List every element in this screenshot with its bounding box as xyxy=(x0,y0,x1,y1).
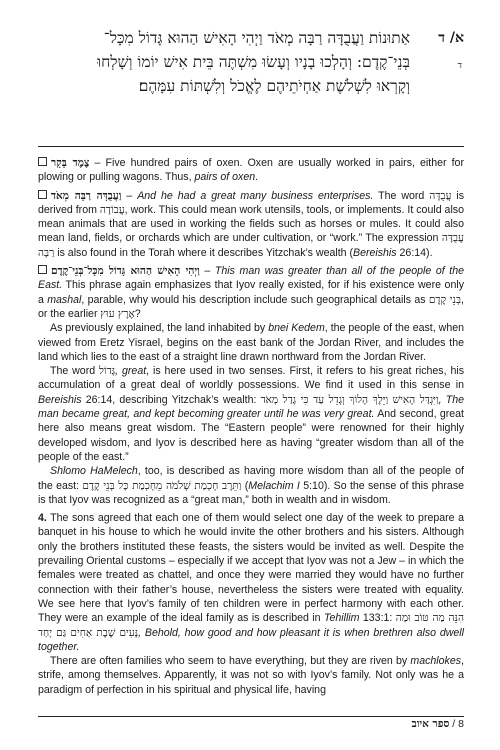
checkbox-icon xyxy=(38,190,47,199)
hebrew-word: גָּדוֹל xyxy=(99,365,116,378)
numbered-paragraph xyxy=(38,511,464,654)
hebrew-word: עֲבֻדָּה רַבָּה xyxy=(38,232,464,259)
hebrew-quote: וַתֵּרֶב חָכְמַת שְׁלֹמֹה מֵחָכְמַת כָּל בְּנֵי קֶדֶם xyxy=(82,479,242,492)
entry-text: , is here used in two senses. First, it refers to his great riches, his accumulation of a great deal of worldly possessions. We find it used in this sense in xyxy=(38,365,464,392)
entry-text: And second, great here also means great wisdom. The “Eastern people” were renowned for their highly developed wisdom, and Iyov is described here as having “greater wisdom than all of the people of the east.” xyxy=(38,408,464,463)
entry-text: 26:14, describing Yitzchak’s wealth: xyxy=(81,393,261,406)
entry-text: is derived from xyxy=(38,189,465,216)
verse-line: אַתוּנוֹת וַעֲבֻדָּה רַבָּה מְאֹד וַיְהִי הָאִישׁ הַהוּא גָּדוֹל מִכָּל־ xyxy=(103,29,410,47)
entry-text: The word xyxy=(373,189,430,202)
entry-italic: machlokes xyxy=(410,655,462,668)
paragraph xyxy=(38,464,464,507)
paragraph-number: 4. xyxy=(38,512,47,525)
entry-text: – Five hundred pairs of oxen. Oxen are usually worked in pairs, either for plowing or pulling wagons. Thus, xyxy=(38,157,464,184)
commentary xyxy=(38,156,464,701)
entry-text: , strife, among themselves. Apparently, it was not so with Iyov’s family. Not only was he a paradigm of perfection in his spiritual and physical life, having xyxy=(38,655,464,696)
entry-text: As previously explained, the land inhabited by xyxy=(50,322,269,335)
paragraph xyxy=(38,321,464,364)
entry-text: . xyxy=(255,171,259,184)
verse-reference: א/ ד xyxy=(438,30,464,46)
verse-block xyxy=(38,14,464,124)
entry-text: The sons agreed that each one of them would select one day of the week to prepare a banquet in his house to which he would invite the other brothers and his sisters. Although only the brothers instituted these feasts, the sisters would be invited as well. Despite the prevailing Oriental customs – especially if we accept that Iyov was not a Jew – in which the females were treated as chattel, and once they were married they would have no further connection with their father’s house, nevertheless the sisters were treated with equality. We see here that Iyov’s family of ten children were in perfect harmony with each other. They were an example of the ideal family as is described in xyxy=(38,512,464,625)
verse-line-number: ד xyxy=(457,61,462,71)
entry-italic: pairs of oxen xyxy=(194,171,256,184)
entry-text: ? xyxy=(134,307,141,320)
hebrew-lemma: וַעֲבֻדָּה רַבָּה מְאֹד xyxy=(51,189,122,202)
hebrew-word: בְּנֵי קֶדֶם xyxy=(428,293,462,306)
entry-text: , parable, why would his description include such geographical details as xyxy=(81,293,429,306)
entry-text: 133:1: xyxy=(359,612,396,625)
source-citation: Melachim I xyxy=(248,479,300,492)
entry-italic: mashal xyxy=(47,293,82,306)
paragraph xyxy=(38,654,464,697)
paragraph xyxy=(38,364,464,464)
hebrew-word: עֲבֻדָּה xyxy=(429,189,452,202)
entry-italic: – And he had a great many business enterprises. xyxy=(121,189,374,202)
source-citation: Bereishis xyxy=(38,393,82,406)
entry-text: , work. This could mean work utensils, tools, or implements. It could also mean animals that are used in working the fields such as horses or mules. It could also mean land, fields, or orchards which are under cultivation, or “work.” The expression xyxy=(38,203,464,245)
entry-text: is also found in the Torah where it describes Yitzchak’s wealth ( xyxy=(54,246,354,259)
hebrew-lemma: וַיְהִי הָאִישׁ הַהוּא גָּדוֹל מִכָּל־בְּנֵי־קֶדֶם xyxy=(51,265,200,278)
checkbox-icon xyxy=(38,157,47,166)
entry-text: , the people of the east, when viewed from Eretz Yisrael, begins on the east bank of the Jordan River, and includes the land which lies to the east of a straight line drawn northward from the Jordan River. xyxy=(38,322,464,363)
entry-text: ( xyxy=(241,479,249,492)
entry-text: There are often families who seem to have everything, but they are riven by xyxy=(50,655,411,668)
hebrew-word: אֶרֶץ עוּץ xyxy=(100,307,135,320)
section-divider xyxy=(38,146,464,147)
footer-divider xyxy=(38,716,464,717)
hebrew-lemma: צֶמֶד בָּקָר xyxy=(51,157,90,169)
checkbox-icon xyxy=(38,265,47,274)
verse-line: וְקָרְאוּ לִשְׁלֹשֶׁת אַחְיֹתֵיהֶם לֶאֱכֹל וְלִשְׁתּוֹת עִמָּהֶם׃ xyxy=(138,77,410,95)
page-footer xyxy=(412,718,464,730)
hebrew-quote: הִנֵּה מַה טּוֹב וּמַה נָּעִים שֶׁבֶת אַחִים גַּם יָחַד xyxy=(38,612,465,639)
entry-italic: – This man was greater than all of the people of the East. xyxy=(38,265,464,292)
source-citation: Tehillim xyxy=(323,612,360,625)
commentary-entry xyxy=(38,156,464,185)
entry-text: 26:14). xyxy=(396,246,433,259)
entry-text: , too, is described as having more wisdom than all of the people of the east: xyxy=(38,465,464,492)
entry-italic: bnei Kedem xyxy=(268,322,325,335)
verse-line: בְּנֵי־קֶדֶם: וְהָלְכוּ בָנָיו וְעָשׂוּ מִשְׁתֶּה בֵּית אִישׁ יוֹמוֹ וְשָׁלְחוּ xyxy=(97,53,410,71)
verse-text xyxy=(38,26,410,98)
page-number: 8 xyxy=(458,718,464,730)
entry-text: , or the earlier xyxy=(38,293,464,320)
entry-italic: , The man became great, and kept becoming greater until he was very great. xyxy=(38,393,464,421)
hebrew-word: עֲבוֹדָה xyxy=(99,203,125,216)
entry-text: The word xyxy=(50,365,100,378)
source-citation: Bereishis xyxy=(353,246,397,259)
commentary-entry xyxy=(38,189,464,260)
entry-text: This phrase again emphasizes that Iyov really existed, for if his existence were only a xyxy=(38,279,464,306)
entry-italic: Shlomo HaMelech xyxy=(50,465,138,478)
commentary-entry xyxy=(38,264,464,321)
footer-separator: / xyxy=(449,718,459,730)
entry-italic: , Behold, how good and how pleasant it is when brethren also dwell together. xyxy=(38,626,464,653)
entry-italic: , great xyxy=(115,365,147,378)
entry-text: 5:10). So the sense of this phrase is that Iyov was recognized as a “great man,” both in wealth and in wisdom. xyxy=(38,479,465,506)
book-title: ספר איוב xyxy=(411,718,450,730)
hebrew-quote: וַיִּגְדַּל הָאִישׁ וַיֵּלֶךְ הָלוֹךְ וְגָדֵל עַד כִּי גָדַל מְאֹד xyxy=(260,393,439,406)
